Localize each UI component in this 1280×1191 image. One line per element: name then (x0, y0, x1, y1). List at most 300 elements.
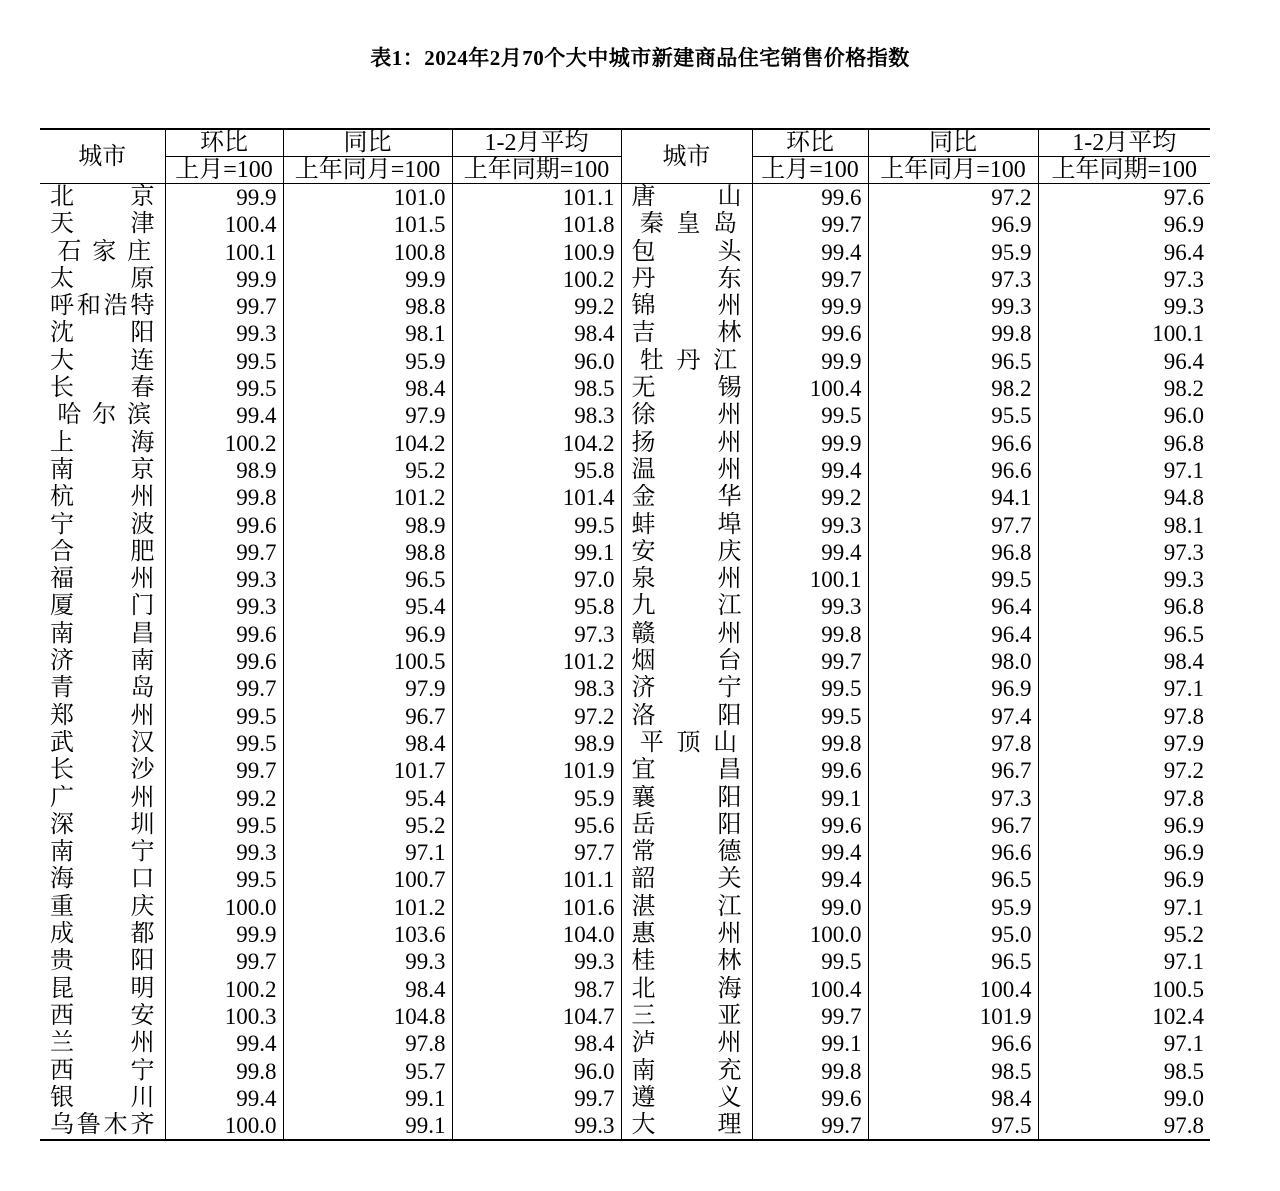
table-row (40, 348, 1210, 375)
city-name-char: 汉 (130, 729, 155, 756)
avg-value-cell: 97.7 (452, 839, 621, 866)
mom-value-cell: 100.3 (165, 1003, 283, 1030)
mom-value-cell: 99.9 (752, 430, 868, 457)
left-avg-base-header: 上年同期=100 (452, 157, 621, 184)
city-name-char: 门 (130, 593, 155, 620)
city-name-char: 洛 (631, 702, 656, 729)
city-name-text (632, 1112, 742, 1139)
table-row (40, 593, 1210, 620)
yoy-value-cell: 95.4 (283, 785, 452, 812)
avg-value-cell: 97.2 (1038, 757, 1210, 784)
avg-value-cell: 96.0 (452, 1058, 621, 1085)
city-name-cell (40, 375, 165, 402)
mom-value-cell: 100.2 (165, 430, 283, 457)
yoy-value-cell: 97.9 (283, 402, 452, 429)
city-name-char: 石 (57, 238, 82, 265)
city-name-char: 南 (130, 648, 155, 675)
city-name-cell (40, 675, 165, 702)
mom-value-cell: 100.1 (752, 566, 868, 593)
city-name-cell (40, 1003, 165, 1030)
mom-value-cell: 99.8 (752, 621, 868, 648)
city-name-cell (621, 785, 752, 812)
avg-value-cell: 97.8 (1038, 1112, 1210, 1140)
city-name-cell (621, 211, 752, 238)
city-name-cell (40, 1112, 165, 1140)
city-name-char: 包 (631, 238, 656, 265)
city-name-char: 阳 (717, 702, 742, 729)
city-name-text (50, 1112, 155, 1139)
city-name-cell (621, 348, 752, 375)
city-name-text (632, 785, 742, 812)
city-name-char: 京 (130, 184, 155, 210)
city-name-char: 沈 (50, 320, 74, 347)
avg-value-cell: 101.1 (452, 866, 621, 893)
table-row (40, 1112, 1210, 1140)
city-name-cell (40, 839, 165, 866)
city-name-char: 常 (631, 839, 656, 866)
yoy-value-cell: 98.2 (868, 375, 1038, 402)
yoy-value-cell: 99.9 (283, 266, 452, 293)
city-name-char: 海 (50, 866, 74, 893)
table-row (40, 1003, 1210, 1030)
avg-value-cell: 96.9 (1038, 866, 1210, 893)
avg-value-cell: 97.1 (1038, 948, 1210, 975)
city-name-text (50, 484, 155, 511)
mom-value-cell: 99.5 (165, 703, 283, 730)
mom-value-cell: 99.4 (752, 539, 868, 566)
city-name-cell (621, 730, 752, 757)
city-name-char: 遵 (631, 1084, 656, 1111)
avg-value-cell: 97.1 (1038, 675, 1210, 702)
city-name-cell (40, 293, 165, 320)
city-name-char: 阳 (130, 320, 155, 347)
city-name-text (50, 348, 155, 375)
mom-value-cell: 99.3 (165, 593, 283, 620)
city-name-char: 州 (130, 1030, 155, 1057)
table-row (40, 839, 1210, 866)
city-name-cell (621, 320, 752, 347)
left-mom-header: 环比 (165, 129, 283, 157)
city-name-cell (40, 484, 165, 511)
yoy-value-cell: 99.1 (283, 1112, 452, 1140)
city-name-char: 秦 (639, 211, 664, 238)
mom-value-cell: 99.6 (165, 648, 283, 675)
city-name-char: 济 (50, 648, 74, 675)
city-name-char: 华 (717, 484, 742, 511)
avg-value-cell: 97.9 (1038, 730, 1210, 757)
city-name-cell (40, 457, 165, 484)
left-avg-header: 1-2月平均 (452, 129, 621, 157)
city-name-char: 津 (130, 211, 155, 238)
city-name-text (632, 866, 742, 893)
city-name-char: 蚌 (631, 511, 656, 538)
city-name-char: 岛 (713, 211, 738, 238)
table-row (40, 430, 1210, 457)
city-name-text (632, 239, 742, 266)
mom-value-cell: 99.6 (752, 757, 868, 784)
city-name-char: 海 (130, 429, 155, 456)
mom-value-cell: 99.4 (165, 1030, 283, 1057)
table-row (40, 621, 1210, 648)
city-name-char: 成 (50, 921, 74, 948)
yoy-value-cell: 95.0 (868, 921, 1038, 948)
table-row (40, 921, 1210, 948)
city-name-char: 海 (717, 975, 742, 1002)
city-name-char: 亚 (717, 1002, 742, 1029)
avg-value-cell: 98.1 (1038, 512, 1210, 539)
avg-value-cell: 96.4 (1038, 348, 1210, 375)
city-name-cell (621, 293, 752, 320)
right-city-header: 城市 (621, 129, 752, 184)
mom-value-cell: 99.7 (165, 948, 283, 975)
avg-value-cell: 98.3 (452, 402, 621, 429)
mom-value-cell: 99.8 (165, 484, 283, 511)
avg-value-cell: 97.1 (1038, 894, 1210, 921)
city-name-char: 台 (717, 648, 742, 675)
city-name-cell (40, 266, 165, 293)
city-name-char: 武 (50, 729, 74, 756)
yoy-value-cell: 96.5 (868, 348, 1038, 375)
city-name-text (632, 621, 742, 648)
city-name-char: 浩 (103, 293, 128, 320)
city-name-char: 宁 (130, 1057, 155, 1084)
city-name-text (632, 566, 742, 593)
city-name-cell (40, 648, 165, 675)
city-name-cell (40, 921, 165, 948)
avg-value-cell: 96.4 (1038, 239, 1210, 266)
city-name-char: 广 (50, 784, 74, 811)
city-name-char: 郑 (50, 702, 74, 729)
city-name-text (50, 812, 155, 839)
city-name-char: 林 (717, 948, 742, 975)
avg-value-cell: 98.4 (452, 1030, 621, 1057)
city-name-text (632, 375, 742, 402)
city-name-text (632, 948, 742, 975)
city-name-char: 州 (130, 702, 155, 729)
table-row (40, 730, 1210, 757)
city-name-cell (621, 239, 752, 266)
table-row (40, 1085, 1210, 1112)
city-name-cell (621, 757, 752, 784)
yoy-value-cell: 97.8 (283, 1030, 452, 1057)
avg-value-cell: 99.1 (452, 539, 621, 566)
city-name-char: 长 (50, 375, 74, 402)
yoy-value-cell: 97.4 (868, 703, 1038, 730)
city-name-cell (621, 484, 752, 511)
mom-value-cell: 99.4 (752, 839, 868, 866)
city-name-text (632, 512, 742, 539)
city-name-char: 皇 (676, 211, 701, 238)
city-name-text (50, 211, 155, 238)
mom-value-cell: 99.7 (165, 757, 283, 784)
city-name-char: 西 (50, 1057, 74, 1084)
city-name-cell (621, 375, 752, 402)
city-name-char: 南 (50, 620, 74, 647)
mom-value-cell: 99.8 (165, 1058, 283, 1085)
avg-value-cell: 98.3 (452, 675, 621, 702)
city-name-cell (621, 976, 752, 1003)
city-name-char: 安 (130, 1002, 155, 1029)
city-name-char: 惠 (631, 921, 656, 948)
avg-value-cell: 96.5 (1038, 621, 1210, 648)
mom-value-cell: 99.5 (165, 348, 283, 375)
city-name-char: 泉 (631, 566, 656, 593)
right-mom-base-header: 上月=100 (752, 157, 868, 184)
avg-value-cell: 97.8 (1038, 785, 1210, 812)
mom-value-cell: 99.4 (752, 239, 868, 266)
yoy-value-cell: 97.5 (868, 1112, 1038, 1140)
right-yoy-header: 同比 (868, 129, 1038, 157)
yoy-value-cell: 94.1 (868, 484, 1038, 511)
city-name-char: 大 (50, 347, 74, 374)
table-row (40, 320, 1210, 347)
city-name-text (632, 757, 742, 784)
city-name-text (632, 675, 742, 702)
city-name-char: 和 (76, 293, 101, 320)
city-name-cell (40, 976, 165, 1003)
left-city-header: 城市 (40, 129, 165, 184)
city-name-text (50, 266, 155, 293)
mom-value-cell: 100.0 (752, 921, 868, 948)
avg-value-cell: 99.7 (452, 1085, 621, 1112)
yoy-value-cell: 97.3 (868, 785, 1038, 812)
table-row (40, 512, 1210, 539)
city-name-text (632, 1030, 742, 1057)
avg-value-cell: 98.7 (452, 976, 621, 1003)
yoy-value-cell: 95.2 (283, 812, 452, 839)
city-name-char: 金 (631, 484, 656, 511)
city-name-char: 阳 (717, 811, 742, 838)
city-name-text (50, 785, 155, 812)
city-name-cell (621, 921, 752, 948)
city-name-cell (621, 866, 752, 893)
city-name-text (50, 1003, 155, 1030)
city-name-cell (621, 812, 752, 839)
city-name-cell (40, 402, 165, 429)
city-name-char: 南 (631, 1057, 656, 1084)
avg-value-cell: 96.8 (1038, 593, 1210, 620)
avg-value-cell: 96.0 (452, 348, 621, 375)
mom-value-cell: 99.4 (165, 1085, 283, 1112)
city-name-text (50, 539, 155, 566)
mom-value-cell: 99.3 (165, 320, 283, 347)
city-name-char: 深 (50, 811, 74, 838)
yoy-value-cell: 96.5 (283, 566, 452, 593)
mom-value-cell: 100.4 (165, 211, 283, 238)
city-name-cell (621, 948, 752, 975)
city-name-char: 沙 (130, 757, 155, 784)
yoy-value-cell: 99.3 (868, 293, 1038, 320)
city-name-cell (621, 648, 752, 675)
avg-value-cell: 95.8 (452, 457, 621, 484)
city-name-cell (621, 703, 752, 730)
city-name-cell (40, 348, 165, 375)
city-name-char: 州 (130, 484, 155, 511)
city-name-char: 理 (717, 1112, 742, 1139)
city-name-cell (40, 948, 165, 975)
city-name-char: 牡 (639, 347, 664, 374)
city-name-text (50, 402, 159, 429)
table-row (40, 184, 1210, 212)
city-name-char: 波 (130, 511, 155, 538)
city-name-char: 川 (130, 1084, 155, 1111)
city-name-char: 原 (130, 265, 155, 292)
city-name-cell (40, 320, 165, 347)
mom-value-cell: 99.9 (752, 293, 868, 320)
city-name-text (632, 211, 746, 238)
city-name-char: 庆 (130, 893, 155, 920)
city-name-char: 平 (639, 729, 664, 756)
yoy-value-cell: 96.6 (868, 1030, 1038, 1057)
yoy-value-cell: 98.4 (283, 375, 452, 402)
city-name-char: 上 (50, 429, 74, 456)
city-name-cell (40, 239, 165, 266)
avg-value-cell: 104.2 (452, 430, 621, 457)
avg-value-cell: 101.6 (452, 894, 621, 921)
city-name-cell (621, 1085, 752, 1112)
mom-value-cell: 99.7 (752, 266, 868, 293)
city-name-char: 厦 (50, 593, 74, 620)
avg-value-cell: 97.6 (1038, 184, 1210, 212)
yoy-value-cell: 95.4 (283, 593, 452, 620)
avg-value-cell: 100.2 (452, 266, 621, 293)
yoy-value-cell: 96.7 (283, 703, 452, 730)
yoy-value-cell: 97.2 (868, 184, 1038, 212)
table-row (40, 785, 1210, 812)
city-name-cell (621, 512, 752, 539)
city-name-char: 特 (130, 293, 155, 320)
city-name-char: 无 (631, 375, 656, 402)
city-name-char: 州 (717, 456, 742, 483)
city-name-text (50, 239, 159, 266)
avg-value-cell: 96.9 (1038, 211, 1210, 238)
city-name-text (50, 621, 155, 648)
city-name-char: 徐 (631, 402, 656, 429)
city-name-cell (621, 593, 752, 620)
yoy-value-cell: 98.4 (283, 976, 452, 1003)
yoy-value-cell: 96.4 (868, 621, 1038, 648)
avg-value-cell: 99.3 (1038, 293, 1210, 320)
city-name-char: 锦 (631, 293, 656, 320)
city-name-text (632, 648, 742, 675)
city-name-char: 口 (130, 866, 155, 893)
city-name-text (50, 375, 155, 402)
avg-value-cell: 101.4 (452, 484, 621, 511)
avg-value-cell: 101.2 (452, 648, 621, 675)
city-name-cell (621, 266, 752, 293)
city-name-char: 南 (50, 839, 74, 866)
city-name-text (632, 976, 742, 1003)
avg-value-cell: 96.0 (1038, 402, 1210, 429)
city-name-cell (40, 894, 165, 921)
yoy-value-cell: 95.5 (868, 402, 1038, 429)
city-name-cell (40, 866, 165, 893)
mom-value-cell: 100.0 (165, 1112, 283, 1140)
mom-value-cell: 99.2 (165, 785, 283, 812)
mom-value-cell: 99.9 (165, 266, 283, 293)
table-row (40, 894, 1210, 921)
city-name-text (632, 1085, 742, 1112)
city-name-char: 九 (631, 593, 656, 620)
city-name-char: 木 (103, 1112, 128, 1139)
page-title: 表1：2024年2月70个大中城市新建商品住宅销售价格指数 (370, 46, 910, 70)
mom-value-cell: 99.5 (752, 948, 868, 975)
mom-value-cell: 99.7 (752, 1003, 868, 1030)
city-name-char: 呼 (50, 293, 74, 320)
avg-value-cell: 100.5 (1038, 976, 1210, 1003)
mom-value-cell: 99.5 (752, 703, 868, 730)
avg-value-cell: 98.4 (452, 320, 621, 347)
city-name-cell (621, 621, 752, 648)
city-name-char: 宁 (130, 839, 155, 866)
mom-value-cell: 99.6 (165, 621, 283, 648)
city-name-cell (40, 812, 165, 839)
yoy-value-cell: 101.0 (283, 184, 452, 212)
city-name-cell (40, 1085, 165, 1112)
city-name-char: 安 (631, 538, 656, 565)
city-name-cell (621, 1058, 752, 1085)
city-name-char: 滨 (127, 402, 152, 429)
city-name-char: 都 (130, 921, 155, 948)
city-name-text (50, 730, 155, 757)
city-name-char: 大 (631, 1112, 656, 1139)
yoy-value-cell: 101.2 (283, 484, 452, 511)
city-name-char: 青 (50, 675, 74, 702)
city-name-text (632, 539, 742, 566)
city-name-char: 江 (717, 593, 742, 620)
mom-value-cell: 100.0 (165, 894, 283, 921)
mom-value-cell: 100.2 (165, 976, 283, 1003)
right-yoy-base-header: 上年同月=100 (868, 157, 1038, 184)
city-name-char: 长 (50, 757, 74, 784)
yoy-value-cell: 96.9 (283, 621, 452, 648)
yoy-value-cell: 96.9 (868, 675, 1038, 702)
city-name-char: 州 (717, 566, 742, 593)
city-name-char: 温 (631, 456, 656, 483)
yoy-value-cell: 101.5 (283, 211, 452, 238)
city-name-cell (621, 894, 752, 921)
city-name-text (50, 320, 155, 347)
mom-value-cell: 99.7 (752, 648, 868, 675)
yoy-value-cell: 99.1 (283, 1085, 452, 1112)
city-name-char: 江 (713, 347, 738, 374)
city-name-char: 山 (713, 729, 738, 756)
yoy-value-cell: 98.8 (283, 293, 452, 320)
avg-value-cell: 101.8 (452, 211, 621, 238)
city-name-text (50, 293, 155, 320)
yoy-value-cell: 98.4 (868, 1085, 1038, 1112)
mom-value-cell: 99.9 (752, 348, 868, 375)
city-name-text (632, 1058, 742, 1085)
city-name-text (50, 703, 155, 730)
city-name-char: 顶 (676, 729, 701, 756)
mom-value-cell: 99.3 (165, 566, 283, 593)
city-name-char: 南 (50, 456, 74, 483)
city-name-char: 北 (631, 975, 656, 1002)
yoy-value-cell: 96.6 (868, 457, 1038, 484)
city-name-text (50, 675, 155, 702)
mom-value-cell: 99.2 (752, 484, 868, 511)
table-row (40, 948, 1210, 975)
city-name-text (50, 1085, 155, 1112)
yoy-value-cell: 101.9 (868, 1003, 1038, 1030)
table-row (40, 457, 1210, 484)
mom-value-cell: 99.3 (165, 839, 283, 866)
avg-value-cell: 98.5 (452, 375, 621, 402)
avg-value-cell: 94.8 (1038, 484, 1210, 511)
city-name-cell (40, 757, 165, 784)
city-name-char: 林 (717, 320, 742, 347)
